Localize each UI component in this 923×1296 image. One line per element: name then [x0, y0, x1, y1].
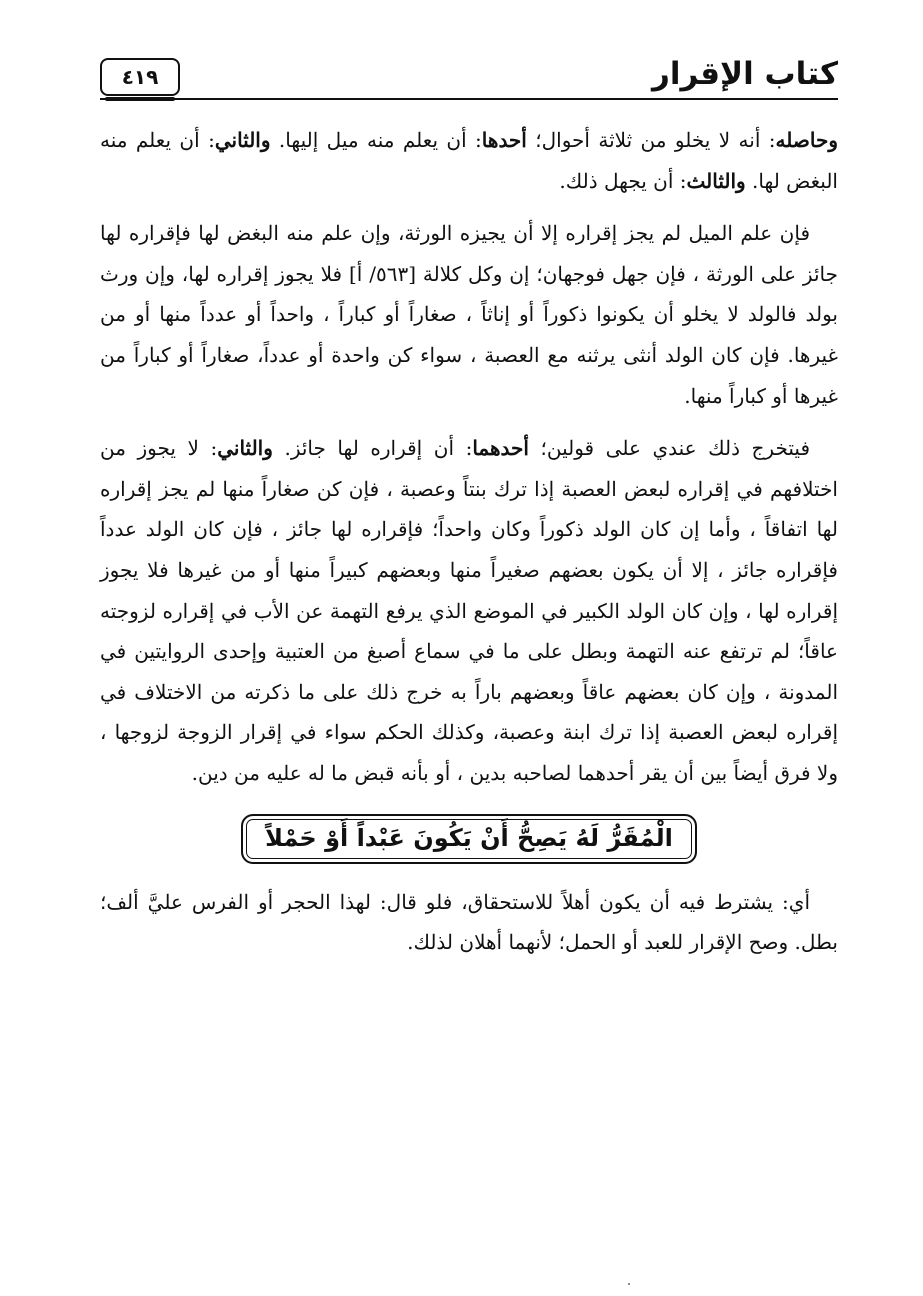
- book-title: كتاب الإقرار: [651, 56, 838, 92]
- opinion-one-text: : أن إقراره لها جائز.: [272, 436, 473, 461]
- section-heading: الْمُقَرُّ لَهُ يَصِحُّ أَنْ يَكُونَ عَبْداً أَوْ حَمْلاً: [241, 814, 697, 864]
- first-case-text: : أن يعلم منه ميل إليها.: [270, 128, 482, 152]
- second-case-text: : أن يعلم منه البغض لها.: [100, 128, 838, 193]
- term-first: أحدها: [481, 128, 527, 152]
- third-case-text: : أن يجهل ذلك.: [559, 168, 687, 193]
- opinions-intro: فيتخرج ذلك عندي على قولين؛: [528, 436, 811, 461]
- page-number: ٤١٩: [100, 58, 180, 96]
- paragraph-cases: فإن علم الميل لم يجز إقراره إلا أن يجيزه الورثة، وإن علم منه البغض لها فإقراره لها جائز على الورثة ، فإن جهل فوجهان؛ إن وكل كلالة [٥٦٣/ أ] فلا يجوز إقراره لها، وإن ورث بولد فالولد لا يخلو أن يكونوا ذكوراً أو إناثاً ، صغاراً أو كباراً ، واحداً أو عدداً منها أو من غيرها. فإن كان الولد أنثى يرثنه مع العصبة ، سواء كن واحدة أو عدداً، صغاراً أو كباراً من غيرها أو كباراً منها.: [100, 221, 838, 408]
- summary-text: : أنه لا يخلو من ثلاثة أحوال؛: [526, 128, 776, 152]
- header-divider: [100, 98, 838, 100]
- paragraph-explanation: أي: يشترط فيه أن يكون أهلاً للاستحقاق، فلو قال: لهذا الحجر أو الفرس عليَّ ألف؛ بطل. وصح الإقرار للعبد أو الحمل؛ لأنهما أهلان لذلك.: [100, 889, 838, 955]
- term-second: والثاني: [214, 128, 271, 152]
- paragraph-summary: [100, 120, 838, 201]
- section-heading-wrap: [100, 814, 838, 864]
- page-body: [100, 120, 838, 975]
- page-header: [100, 52, 838, 102]
- term-opinion-two: والثاني: [217, 436, 273, 461]
- term-summary: وحاصله: [775, 128, 838, 152]
- term-opinion-one: أحدهما: [472, 436, 529, 461]
- scan-speck: [628, 1283, 630, 1285]
- term-third: والثالث: [686, 168, 746, 193]
- opinion-two-text: : لا يجوز من اختلافهم في إقراره لبعض العصبة إذا ترك بنتاً وعصبة ، فإن كن صغاراً منها لم يجز إقراره لها اتفاقاً ، وأما إن كان الولد ذكوراً وكان واحداً؛ فإقراره لها جائز ، فإن كان الولد عدداً فإقراره جائز ، إلا أن يكون بعضهم صغيراً منها وبعضهم كبيراً منها أو من غيرها فلا يجوز إقراره لها ، وإن كان الولد الكبير في الموضع الذي يرفع التهمة عن الأب في إقراره لزوجته عاقاً؛ لم ترتفع عنه التهمة وبطل على ما في سماع أصبغ من العتبية وإحدى الروايتين في المدونة ، وإن كان بعضهم عاقاً وبعضهم باراً به خرج ذلك على ما ذكرته من الاختلاف في إقراره لبعض العصبة إذا ترك ابنة وعصبة، وكذلك الحكم سواء في إقرار الزوجة لزوجها ، ولا فرق أيضاً بين أن يقر أحدهما لصاحبه بدين ، أو بأنه قبض ما له عليه من دين.: [100, 436, 838, 785]
- paragraph-opinions: [100, 428, 838, 793]
